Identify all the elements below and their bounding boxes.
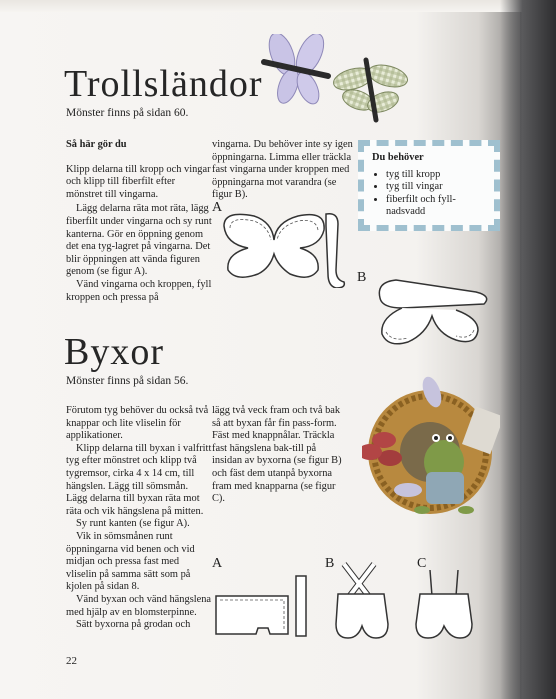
pants-figure-label-a: A	[212, 556, 223, 571]
dragonfly-gingham-icon	[331, 60, 408, 120]
assembled-dragonfly-figure	[372, 268, 496, 356]
paragraph: Sätt byxorna på grodan och	[76, 619, 191, 631]
frog-wreath-photo	[362, 370, 500, 532]
section-title-byxor: Byxor	[64, 331, 164, 373]
figure-label-a: A	[212, 200, 223, 215]
page-number: 22	[66, 655, 77, 667]
pants-instructions-col1	[66, 405, 212, 632]
paragraph: Vik in sömsmånen runt öppningarna vid benen och vid midjan och pressa fast med vliselin på samma sätt som på kjolen på sidan 8.	[66, 530, 195, 593]
pattern-reference: Mönster finns på sidan 60.	[66, 107, 189, 119]
materials-item: • tyg till vingar	[386, 181, 486, 194]
materials-heading: Du behöver	[372, 152, 424, 163]
paragraph: lägg två veck fram och två bak så att byxan får fin pass-form. Fäst med knappnålar. Träckla fast hängslena bak-till på insidan av byxorna (se figur B) och fäst dem utanpå byxorna fram med knapparna (se figur C).	[212, 405, 342, 505]
how-to-heading: Så här gör du	[66, 139, 127, 150]
wing-pattern-figure	[214, 208, 367, 288]
page-top-edge	[0, 0, 556, 12]
pants-pattern-figure-c	[412, 566, 478, 644]
dragonfly-decoration-icon	[258, 34, 408, 124]
paragraph: Sy runt kanten (se figur A).	[76, 518, 190, 530]
materials-box	[358, 140, 500, 231]
pants-instructions-col2	[212, 405, 346, 506]
pants-figure-label-b: B	[325, 556, 335, 571]
instructions-col2	[212, 139, 358, 202]
dragonfly-lilac-icon	[264, 34, 329, 107]
materials-item: • fiberfilt och fyll-nadsvadd	[386, 194, 486, 219]
book-spine-shadow	[500, 0, 556, 699]
paragraph: Förutom tyg behöver du också två knappar och lite vliselin för applikationer.	[66, 405, 209, 442]
materials-list	[372, 169, 486, 219]
paragraph: Klipp delarna till kropp och vingar och klipp till fiberfilt efter mönstret till vingarna.	[66, 163, 211, 200]
paragraph: vingarna. Du behöver inte sy igen öppningarna. Limma eller träckla fast vingarna under kroppen med öppningarna mot varandra (se figur B).	[212, 139, 353, 201]
paragraph: Lägg delarna räta mot räta, lägg fiberfilt under vingarna och sy runt kanterna. Gör en öppning genom det ena tyg-lagret på vingarna. Det blir öppningen att vända figuren genom (se figur A).	[66, 203, 212, 278]
pants-pattern-figure-a	[212, 570, 312, 640]
paragraph: Klipp delarna till byxan i valfritt tyg efter mönstret och klipp två tygremsor, cirka 4 x 14 cm, till hängslen. Lägg till sömsmån. Lägg delarna till byxan räta mot räta och vik hängslena på mitten.	[66, 442, 212, 517]
paragraph: Vänd vingarna och kroppen, fyll kroppen och pressa på	[66, 278, 212, 303]
figure-label-b: B	[357, 270, 367, 285]
pants-pattern-figure-b	[330, 560, 396, 644]
pants-figure-label-c: C	[417, 556, 427, 571]
pattern-reference: Mönster finns på sidan 56.	[66, 375, 189, 387]
materials-item: • tyg till kropp	[386, 169, 486, 182]
section-title-trollslandor: Trollsländor	[64, 63, 263, 105]
paragraph: Vänd byxan och vänd hängslena med hjälp av en blomsterpinne.	[66, 593, 212, 618]
instructions-col1	[66, 139, 212, 304]
